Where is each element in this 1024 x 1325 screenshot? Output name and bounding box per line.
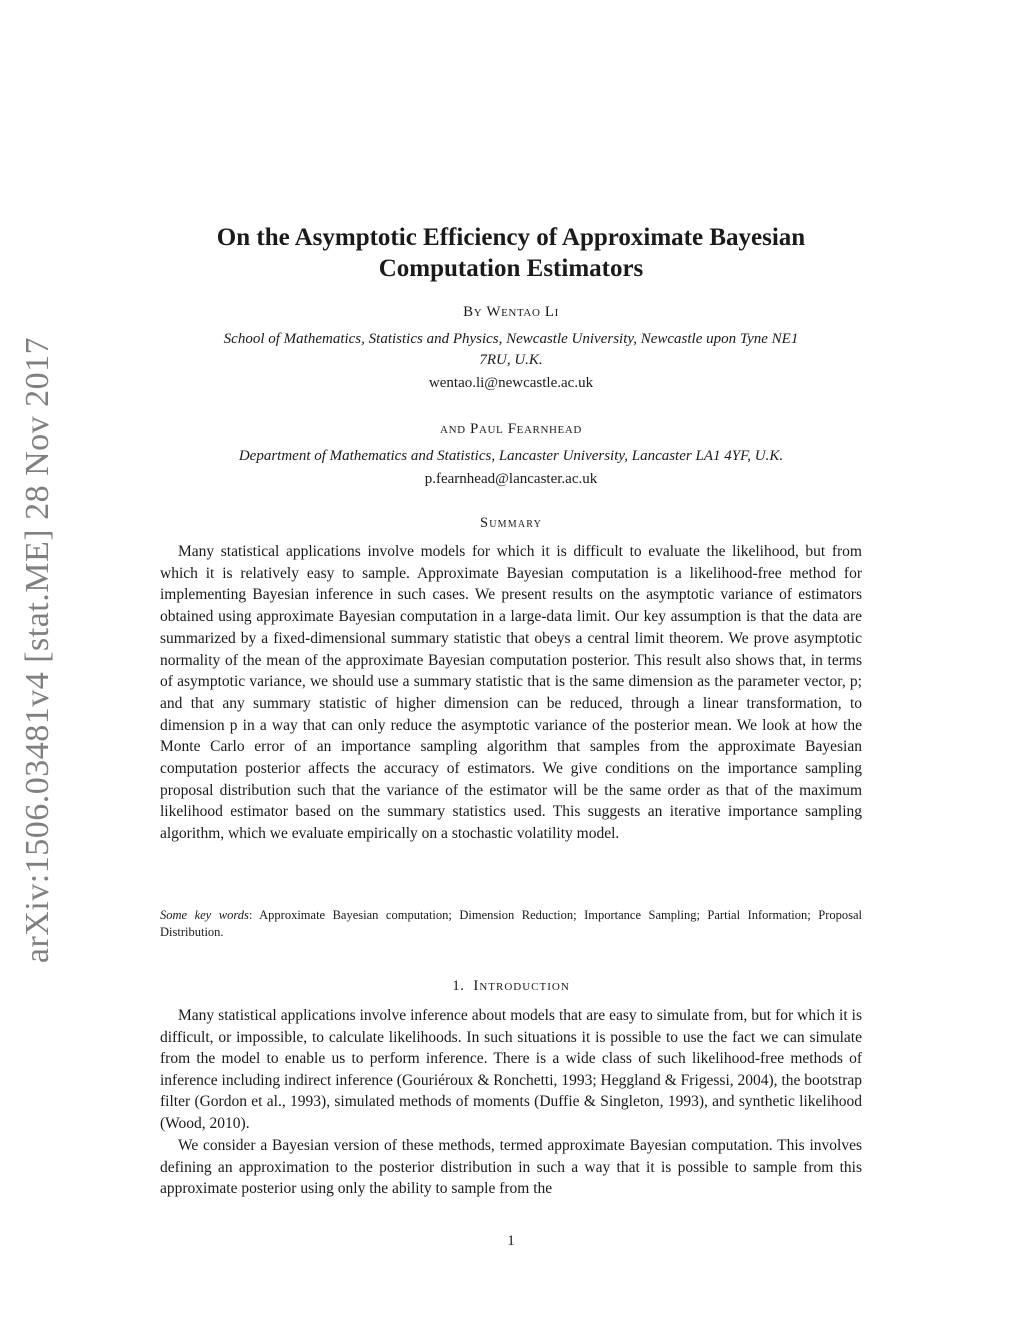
author-and-prefix: and: [440, 421, 466, 437]
author-2: [160, 421, 862, 438]
keywords-label: Some key words: [160, 908, 249, 922]
keywords-list: : Approximate Bayesian computation; Dimension Reduction; Importance Sampling; Partial Information; Proposal Distribution.: [160, 908, 863, 939]
section-number: 1.: [452, 978, 465, 994]
author-2-email: p.fearnhead@lancaster.ac.uk: [424, 471, 598, 487]
affiliation-line-2: 7RU, U.K.: [479, 352, 543, 368]
author-1: [160, 304, 862, 321]
author-2-name: Paul Fearnhead: [470, 421, 582, 437]
summary-text: Many statistical applications involve models for which it is difficult to evaluate the likelihood, but from which it is relatively easy to sample. Approximate Bayesian computation is a likelihood-free method for implementing Bayesian inference in such cases. We present results on the asymptotic variance of estimators obtained using approximate Bayesian computation in a large-data limit. Our key assumption is that the data are summarized by a fixed-dimensional summary statistic that obeys a central limit theorem. We prove asymptotic normality of the mean of the approximate Bayesian computation posterior. This result also shows that, in terms of asymptotic variance, we should use a summary statistic that is the same dimension as the parameter vector, p; and that any summary statistic of higher dimension can be reduced, through a linear transformation, to dimension p in a way that can only reduce the asymptotic variance of the posterior mean. We look at how the Monte Carlo error of an importance sampling algorithm that samples from the approximate Bayesian computation posterior affects the accuracy of estimators. We give conditions on the importance sampling proposal distribution such that the variance of the estimator will be the same order as that of the maximum likelihood estimator based on the summary statistics used. This suggests an iterative importance sampling algorithm, which we evaluate empirically on a stochastic volatility model.: [160, 543, 862, 843]
keywords: [160, 907, 862, 941]
arxiv-sidebar: [8, 336, 68, 964]
section-title: Introduction: [473, 978, 570, 994]
page-number: 1: [507, 1233, 515, 1249]
author-1-affiliation: [160, 329, 862, 371]
arxiv-identifier: arXiv:1506.03481v4 [stat.ME] 28 Nov 2017: [19, 336, 56, 964]
title-line-2: Computation Estimators: [378, 255, 644, 282]
author-1-email: wentao.li@newcastle.ac.uk: [428, 375, 594, 391]
title-line-1: On the Asymptotic Efficiency of Approximate Bayesian: [216, 224, 806, 251]
affiliation-line-1: School of Mathematics, Statistics and Physics, Newcastle University, Newcastle upon Tyne NE1: [223, 331, 799, 347]
summary-heading: Summary: [479, 515, 543, 531]
author-2-affiliation: Department of Mathematics and Statistics, Lancaster University, Lancaster LA1 4YF, U.K.: [238, 448, 784, 464]
intro-paragraph-1: Many statistical applications involve inference about models that are easy to simulate from, but for which it is difficult, or impossible, to calculate likelihoods. In such situations it is possible to use the fact we can simulate from the model to enable us to perform inference. There is a wide class of such likelihood-free methods of inference including indirect inference (Gouriéroux & Ronchetti, 1993; Heggland & Frigessi, 2004), the bootstrap filter (Gordon et al., 1993), simulated methods of moments (Duffie & Singleton, 1993), and synthetic likelihood (Wood, 2010).: [160, 1007, 862, 1132]
paper-title: [160, 222, 862, 284]
author-1-name: Wentao Li: [486, 304, 559, 320]
intro-paragraph-2: We consider a Bayesian version of these methods, termed approximate Bayesian computation. This involves defining an approximation to the posterior distribution in such a way that it is possible to sample from this approximate posterior using only the ability to sample from the: [160, 1137, 862, 1198]
section-heading: [160, 978, 862, 995]
author-by-prefix: By: [463, 304, 483, 320]
